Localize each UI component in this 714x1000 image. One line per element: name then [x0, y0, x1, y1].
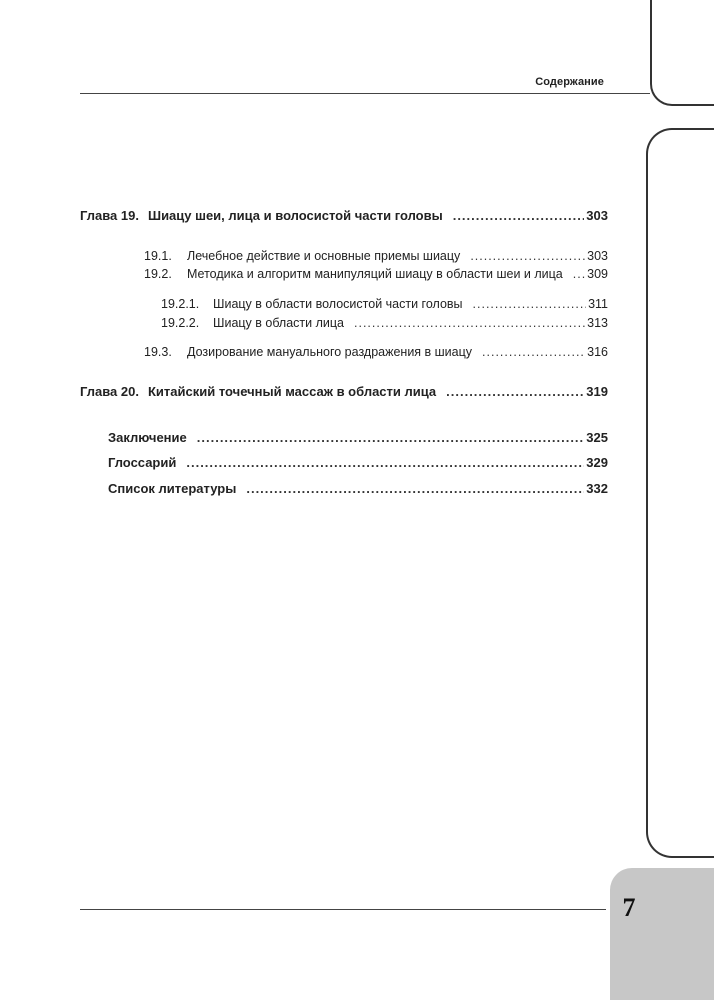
toc-entry-number: Глава 19.: [80, 208, 139, 223]
toc-entry-title: Список литературы: [108, 481, 237, 496]
toc-entry-page: 313: [587, 316, 608, 330]
toc-entry-chapter-20[interactable]: [80, 384, 608, 400]
toc-entry-19-1[interactable]: [144, 248, 608, 264]
toc-entry-page: 332: [586, 481, 608, 496]
toc-entry-page: 303: [586, 208, 608, 223]
toc-entry-title: Шиацу в области волосистой части головы: [213, 297, 463, 311]
toc-entry-number: Глава 20.: [80, 384, 139, 399]
toc-entry-title: Китайский точечный массаж в области лица: [148, 384, 437, 399]
toc-entry-page: 303: [587, 249, 608, 263]
toc-entry-19-2[interactable]: [144, 266, 608, 282]
toc-leader-dots: [446, 384, 584, 400]
toc-leader-dots: [186, 455, 584, 471]
toc-leader-dots: [197, 430, 585, 446]
header-rule: [80, 93, 650, 94]
toc-leader-dots: [453, 208, 585, 224]
page-number-box: [610, 868, 714, 1000]
toc-entry-page: 329: [586, 455, 608, 470]
toc-leader-dots: [473, 296, 587, 312]
toc-entry-page: 316: [587, 345, 608, 359]
toc-entry-glossary[interactable]: [108, 455, 608, 471]
running-header-title: Содержание: [535, 76, 604, 88]
toc-entry-number: 19.1.: [144, 249, 172, 263]
toc-entry-19-3[interactable]: [144, 344, 608, 360]
toc-leader-dots: [246, 481, 584, 497]
toc-leader-dots: [470, 248, 585, 264]
toc-entry-number: 19.2.2.: [161, 316, 200, 330]
toc-entry-title: Методика и алгоритм манипуляций шиацу в области шеи и лица: [187, 267, 563, 281]
toc-entry-page: 319: [586, 384, 608, 399]
toc-entry-title: Шиацу шеи, лица и волосистой части головы: [148, 208, 443, 223]
toc-entry-19-2-2[interactable]: [161, 315, 608, 331]
toc-entry-references[interactable]: [108, 481, 608, 497]
toc-entry-number: 19.2.: [144, 267, 172, 281]
toc-entry-title: Лечебное действие и основные приемы шиацу: [187, 249, 461, 263]
toc-entry-chapter-19[interactable]: [80, 208, 608, 224]
footer-rule: [80, 909, 606, 910]
toc-leader-dots: [354, 315, 585, 331]
toc-entry-conclusion[interactable]: [108, 430, 608, 446]
toc-entry-number: 19.2.1.: [161, 297, 200, 311]
chapter-tab-side: [646, 128, 714, 858]
toc-entry-page: 309: [587, 267, 608, 281]
chapter-tab-top: [650, 0, 714, 106]
toc-leader-dots: [482, 344, 585, 360]
toc-leader-dots: [573, 266, 585, 282]
toc-entry-page: 311: [588, 297, 608, 311]
toc-entry-title: Заключение: [108, 430, 187, 445]
toc-entry-title: Дозирование мануального раздражения в шиацу: [187, 345, 473, 359]
toc-entry-title: Глоссарий: [108, 455, 177, 470]
toc-entry-number: 19.3.: [144, 345, 172, 359]
toc-entry-page: 325: [586, 430, 608, 445]
page-number: 7: [622, 893, 636, 922]
toc-entry-19-2-1[interactable]: [161, 296, 608, 312]
toc-entry-title: Шиацу в области лица: [213, 316, 344, 330]
